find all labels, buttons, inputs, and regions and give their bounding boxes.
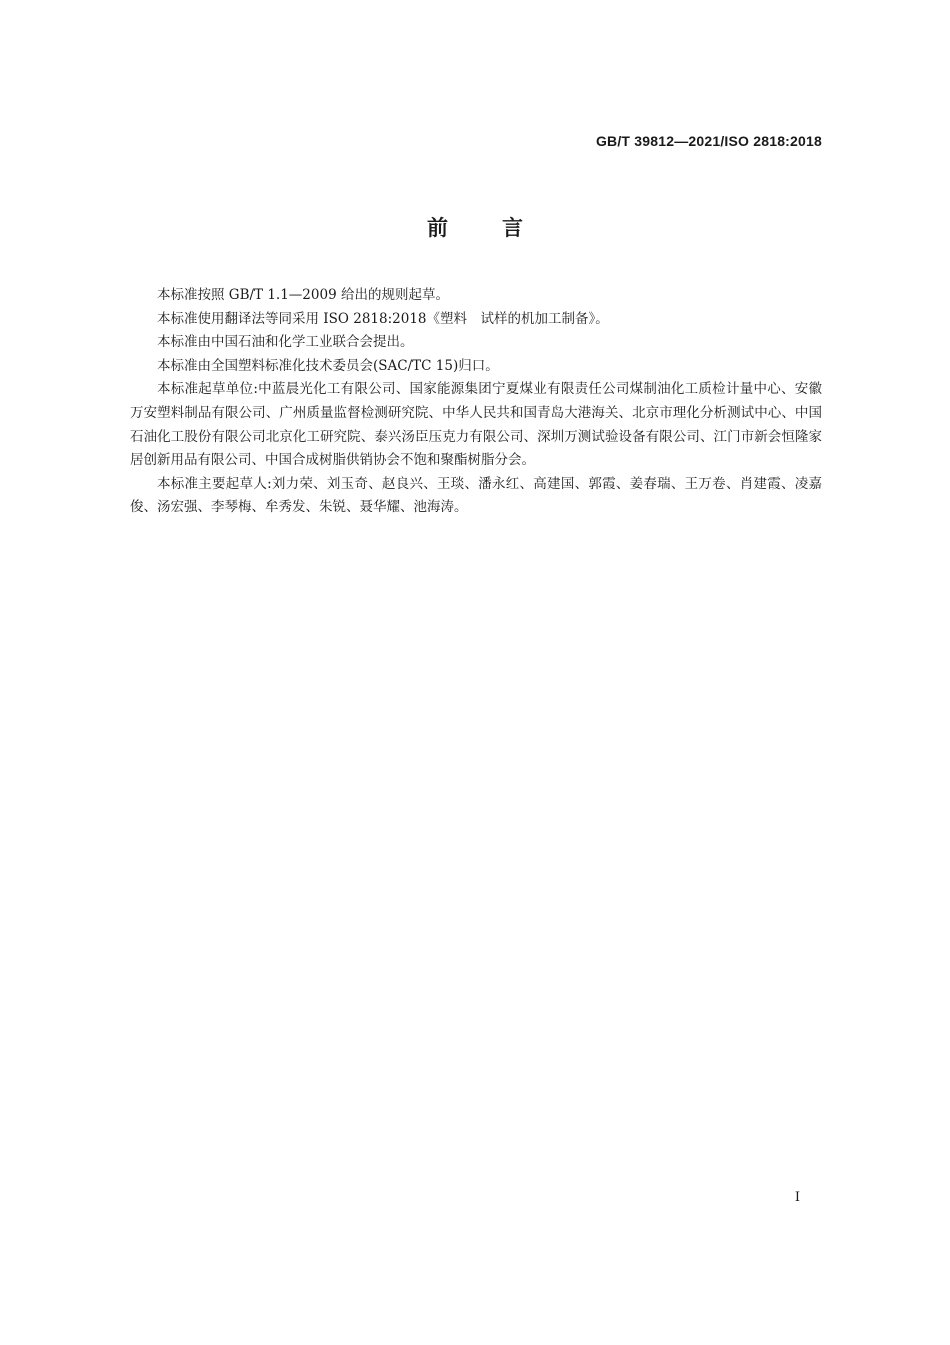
paragraph-administered-by: 本标准由全国塑料标准化技术委员会(SAC/TC 15)归口。 <box>157 357 499 374</box>
section-title: 前言 <box>427 216 577 240</box>
paragraph-drafting-units: 本标准起草单位:中蓝晨光化工有限公司、国家能源集团宁夏煤业有限责任公司煤制油化工质检计量中心、安徽万安塑料制品有限公司、广州质量监督检测研究院、中华人民共和国青岛大港海关、北京市理化分析测试中心、中国石油化工股份有限公司北京化工研究院、泰兴汤臣压克力有限公司、深圳万测试验设备有限公司、江门市新会恒隆家居创新用品有限公司、中国合成树脂供销协会不饱和聚酯树脂分会。 <box>130 381 822 469</box>
paragraph-adoption: 本标准使用翻译法等同采用 ISO 2818:2018《塑料 试样的机加工制备》。 <box>157 310 609 327</box>
standard-number-header: GB/T 39812—2021/ISO 2818:2018 <box>595 133 822 149</box>
paragraph-drafting-rules: 本标准按照 GB/T 1.1—2009 给出的规则起草。 <box>157 287 449 303</box>
paragraph-drafters: 本标准主要起草人:刘力荣、刘玉奇、赵良兴、王琰、潘永红、高建国、郭霞、姜春瑞、王万卷、肖建霞、凌嘉俊、汤宏强、李琴梅、牟秀发、朱锐、聂华耀、池海涛。 <box>130 475 822 516</box>
paragraph-proposed-by: 本标准由中国石油和化学工业联合会提出。 <box>157 334 414 351</box>
foreword-body <box>130 284 822 520</box>
page-number: I <box>794 1190 800 1205</box>
